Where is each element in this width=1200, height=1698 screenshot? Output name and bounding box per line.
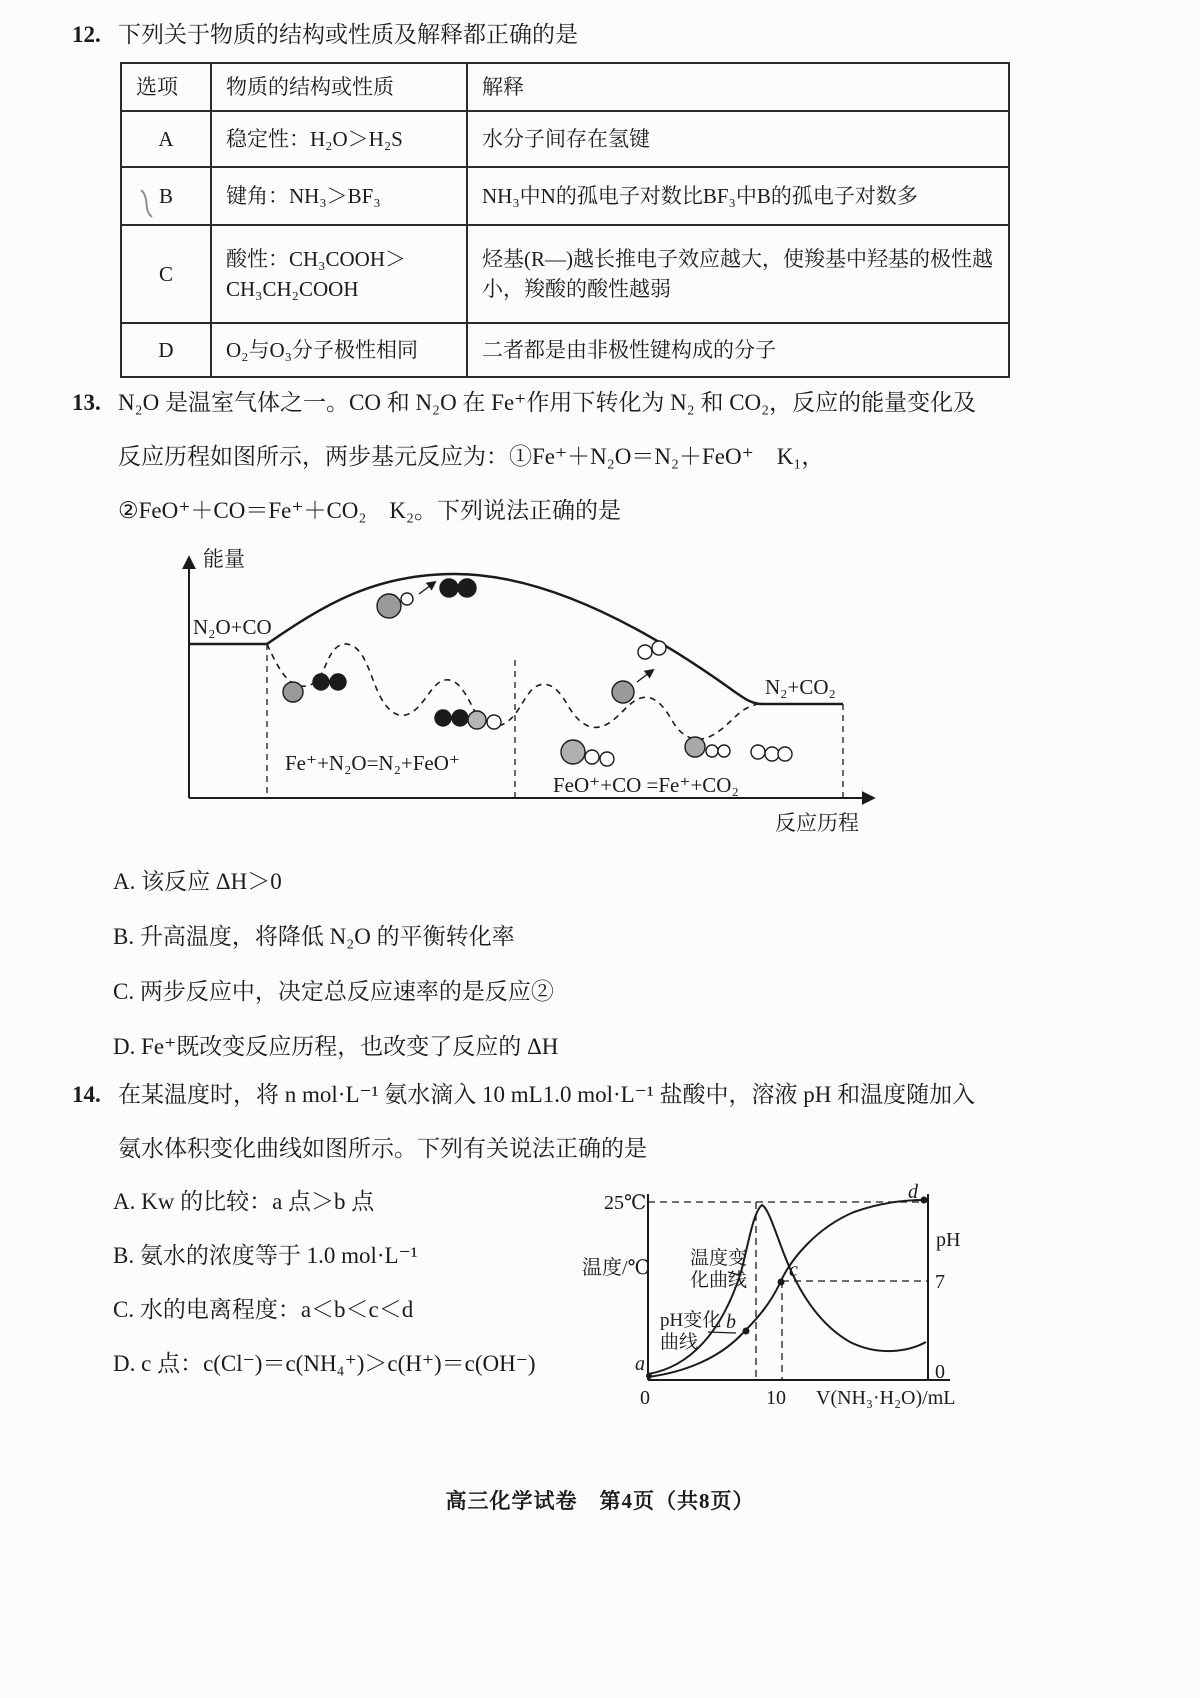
option-c: C. 两步反应中，决定总反应速率的是反应② [113,979,554,1004]
temp-curve-label-line2: 化曲线 [690,1270,748,1291]
y-right-axis-label: pH [936,1229,961,1251]
question-14-stem [118,1068,975,1176]
table-cell-explanation: 水分子间存在氢键 [467,111,1009,167]
option-a: A. Kw 的比较：a 点＞b 点 [113,1188,375,1214]
table-cell-option: C [121,225,211,323]
point-b-dot [743,1328,750,1335]
table-header-row [121,63,1009,111]
option-a: A. 该反应 ΔH＞0 [113,869,282,894]
table-cell-property: O₂与O₃分子极性相同 [211,323,467,377]
question-12-table [120,62,1010,378]
question-12 [72,18,1132,52]
option-d: D. Fe⁺既改变反应历程，也改变了反应的 ΔH [113,1034,559,1059]
energy-x-axis-label: 反应历程 [775,811,859,835]
question-13-stem [118,376,976,538]
question-12-number: 12. [72,22,101,47]
page-footer: 高三化学试卷 第4页（共8页） [445,1489,755,1513]
point-d-label: d [908,1181,918,1203]
stem-line: N₂O 是温室气体之一。CO 和 N₂O 在 Fe⁺作用下转化为 N₂ 和 CO₂，反应的能量变化及 [118,390,977,415]
reactants-label: N₂O+CO [193,615,272,639]
step1-equation-label: Fe⁺+N₂O=N₂+FeO⁺ [285,751,461,775]
q14-titration-graph [578,1180,1018,1442]
tick-7: 7 [935,1271,945,1293]
temp-curve-label-line1: 温度变 [690,1248,748,1269]
molecule-illustrations [283,579,792,766]
point-b-label: b [726,1311,736,1333]
temp-25c-label: 25℃ [604,1192,647,1214]
stem-line: 氨水体积变化曲线如图所示。下列有关说法正确的是 [118,1136,647,1161]
table-cell-property: 酸性：CH₃COOH＞CH₃CH₂COOH [211,225,467,323]
energy-y-axis-label: 能量 [203,547,245,571]
tick-0-right: 0 [935,1361,945,1383]
point-c-label: c [789,1259,798,1281]
x-axis-label: V(NH₃·H₂O)/mL [816,1387,956,1409]
table-cell-option: A [121,111,211,167]
handwritten-pen-mark [136,186,160,222]
point-c-dot [778,1279,785,1286]
tick-0-origin: 0 [640,1387,650,1409]
question-13 [72,376,1132,538]
table-row [121,111,1009,167]
question-14 [72,1068,1132,1176]
tick-10: 10 [766,1387,786,1409]
table-cell-option: B [121,167,211,225]
table-cell-explanation: 二者都是由非极性键构成的分子 [467,323,1009,377]
question-13-number: 13. [72,390,101,415]
ph-curve-label-line1: pH变化 [660,1310,722,1331]
q13-energy-diagram [175,542,895,842]
point-a-dot [646,1373,652,1379]
table-cell-property: 稳定性：H₂O＞H₂S [211,111,467,167]
option-c: C. 水的电离程度：a＜b＜c＜d [113,1296,414,1322]
step2-equation-label: FeO⁺+CO =Fe⁺+CO₂ [553,773,739,797]
table-cell-explanation: 烃基(R—)越长推电子效应越大，使羧基中羟基的极性越小，羧酸的酸性越弱 [467,225,1009,323]
stepwise-reaction-path [267,644,763,739]
option-d: D. c 点：c(Cl⁻)＝c(NH₄⁺)＞c(H⁺)＝c(OH⁻) [113,1350,536,1376]
point-d-dot [921,1197,928,1204]
y-left-axis-label: 温度/℃ [582,1257,650,1279]
table-header-property: 物质的结构或性质 [211,63,467,111]
option-b: B. 升高温度，将降低 N₂O 的平衡转化率 [113,924,515,949]
point-a-label: a [635,1353,645,1375]
stem-line: 在某温度时，将 n mol·L⁻¹ 氨水滴入 10 mL1.0 mol·L⁻¹ 盐酸中，溶液 pH 和温度随加入 [118,1082,976,1107]
table-cell-property: 键角：NH₃＞BF₃ [211,167,467,225]
question-14-number: 14. [72,1082,101,1107]
stem-line: 反应历程如图所示，两步基元反应为：①Fe⁺＋N₂O＝N₂＋FeO⁺ K₁， [118,444,825,469]
question-13-options [113,852,558,1072]
table-header-option: 选项 [121,63,211,111]
stem-line: ②FeO⁺＋CO＝Fe⁺＋CO₂ K₂。下列说法正确的是 [118,498,622,523]
table-header-explanation: 解释 [467,63,1009,111]
table-row [121,225,1009,323]
question-14-options [113,1172,536,1388]
table-row [121,167,1009,225]
products-label: N₂+CO₂ [765,675,836,699]
table-cell-option: D [121,323,211,377]
table-row [121,323,1009,377]
question-12-stem: 下列关于物质的结构或性质及解释都正确的是 [118,22,578,47]
option-b: B. 氨水的浓度等于 1.0 mol·L⁻¹ [113,1242,418,1268]
ph-curve-label-line2: 曲线 [660,1332,699,1353]
table-cell-explanation: NH₃中N的孤电子对数比BF₃中B的孤电子对数多 [467,167,1009,225]
